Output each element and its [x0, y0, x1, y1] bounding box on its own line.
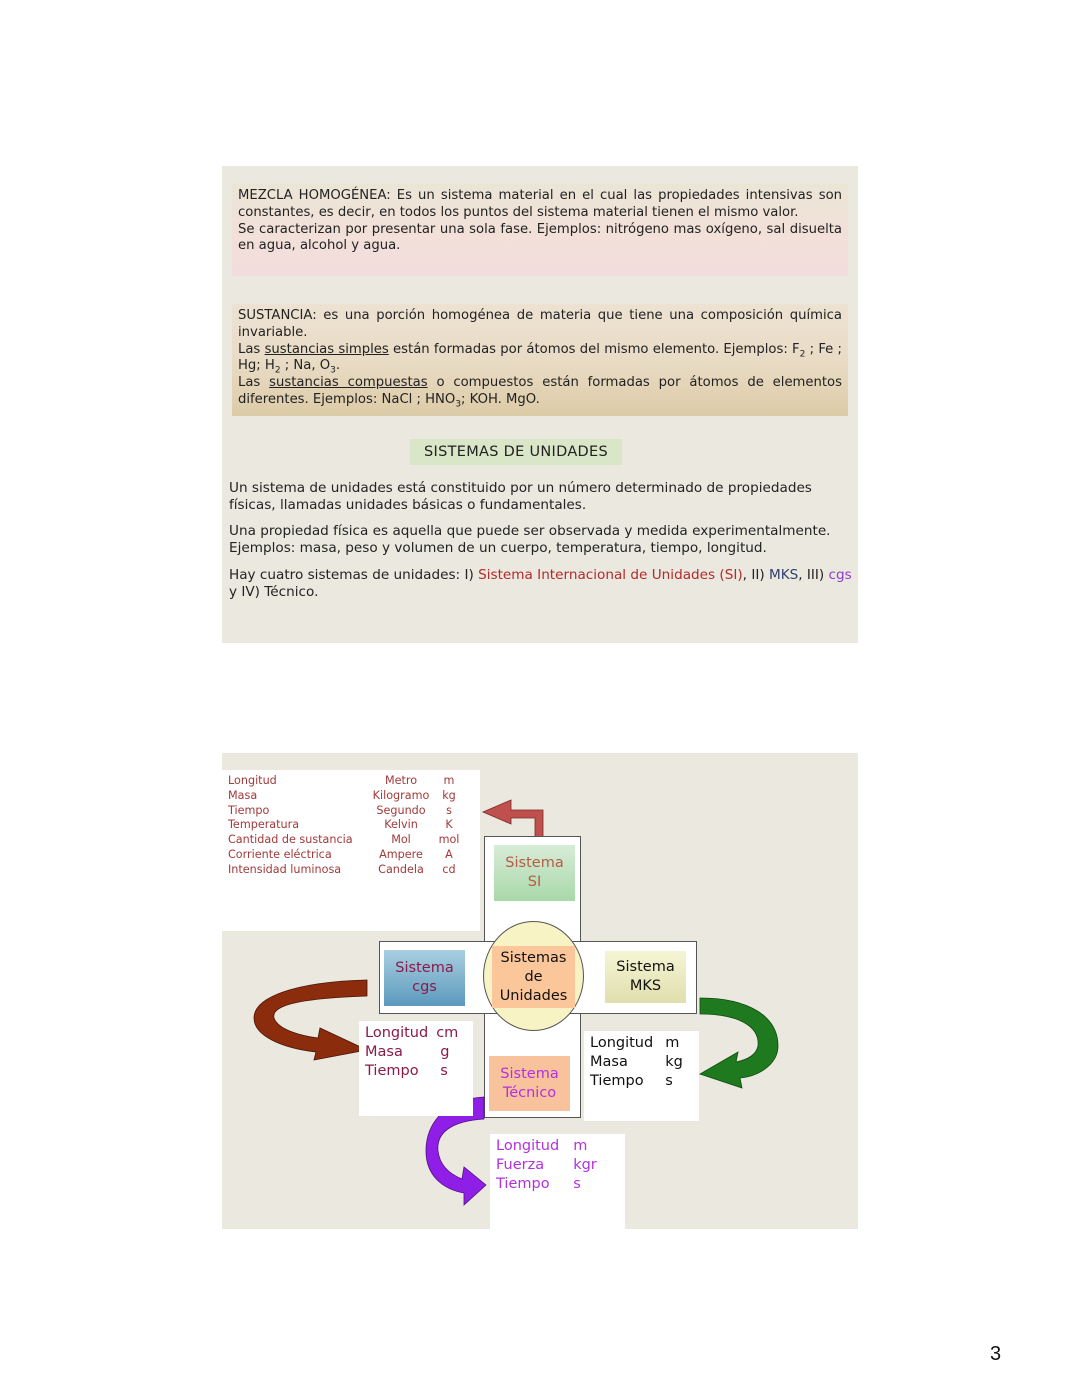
- text: Las: [238, 341, 265, 357]
- symbol: A: [445, 847, 453, 861]
- symbol: kgr: [573, 1157, 597, 1173]
- magnitude: Masa: [590, 1054, 628, 1070]
- symbol: kg: [442, 788, 456, 802]
- table-row: [228, 848, 464, 863]
- paragraph-four-systems: [229, 567, 854, 601]
- text: ; KOH. MgO.: [461, 391, 540, 407]
- table-row: [590, 1053, 691, 1072]
- label: Sistema: [395, 960, 454, 976]
- label: Técnico: [502, 1084, 557, 1101]
- magnitude: Tiempo: [590, 1073, 644, 1089]
- paragraph-unit-system: Un sistema de unidades está constituido por un número determinado de propiedades físicas, llamadas unidades básicas o fundamentales.: [229, 480, 812, 513]
- sistemas-de-unidades-center: [492, 946, 575, 1008]
- symbol: g: [440, 1044, 450, 1060]
- mks-units-box: [584, 1031, 699, 1121]
- label: Sistemas: [500, 949, 567, 966]
- sistema-mks-box: [605, 951, 686, 1003]
- symbol: K: [445, 818, 453, 832]
- text: Las: [238, 375, 270, 391]
- table-row: [496, 1175, 605, 1194]
- symbol: s: [440, 1063, 448, 1079]
- sistema-si-box: [494, 845, 575, 901]
- page-number: 3: [990, 1343, 1002, 1365]
- subscript: 3: [455, 399, 462, 410]
- symbol: s: [665, 1073, 673, 1089]
- magnitude: Longitud: [365, 1025, 429, 1041]
- sustancia-definition: SUSTANCIA: es una porción homogénea de materia que tiene una composición química invariable.: [238, 308, 842, 340]
- cgs-units-box: [359, 1021, 473, 1116]
- text: Hay cuatro sistemas de unidades: I): [229, 567, 479, 583]
- symbol: s: [446, 803, 452, 817]
- label: cgs: [412, 979, 437, 995]
- sistema-cgs-box: [384, 950, 465, 1006]
- magnitude: Cantidad de sustancia: [228, 833, 353, 847]
- subscript: 2: [274, 366, 281, 377]
- mezcla-examples: Se caracterizan por presentar una sola fase. Ejemplos: nitrógeno mas oxígeno, sal disuelta en agua, alcohol y agua.: [238, 221, 842, 254]
- magnitude: Tiempo: [496, 1176, 550, 1192]
- sustancias-simples-term: sustancias simples: [264, 341, 389, 357]
- magnitude: Tiempo: [228, 803, 270, 817]
- text: ; Fe ; Hg; H: [238, 341, 842, 374]
- table-row: [590, 1034, 691, 1053]
- mks-arrow-icon: [698, 996, 780, 1091]
- table-row: [496, 1137, 605, 1156]
- table-row: [228, 789, 464, 804]
- table-row: [590, 1072, 691, 1091]
- unit: Mol: [391, 833, 411, 847]
- magnitude: Longitud: [590, 1035, 654, 1051]
- magnitude: Corriente eléctrica: [228, 847, 332, 861]
- magnitude: Longitud: [228, 774, 277, 787]
- tecnico-units-box: [490, 1134, 625, 1229]
- table-row: [496, 1156, 605, 1175]
- magnitude: Temperatura: [228, 818, 300, 832]
- mks-text: MKS: [768, 567, 799, 583]
- magnitude: Masa: [228, 788, 258, 802]
- sustancias-compuestas-term: sustancias compuestas: [269, 375, 428, 391]
- magnitude: Intensidad luminosa: [228, 862, 342, 876]
- label: de: [524, 968, 543, 985]
- mezcla-definition: MEZCLA HOMOGÉNEA: Es un sistema material en el cual las propiedades intensivas son constantes, es decir, en todos los puntos del sistema material tienen el mismo valor.: [238, 188, 842, 220]
- si-arrow-icon: [478, 798, 573, 838]
- slide-unit-systems-diagram: [222, 753, 858, 1229]
- subscript: 2: [799, 349, 806, 360]
- text: , III): [798, 567, 829, 583]
- subscript: 3: [330, 366, 336, 377]
- table-row: [228, 818, 464, 833]
- si-units-table: [222, 770, 480, 931]
- si-link-text: Sistema Internacional de Unidades (SI): [478, 567, 743, 583]
- unit: Ampere: [379, 847, 423, 861]
- table-row: [228, 774, 464, 789]
- label: MKS: [629, 978, 662, 994]
- label: Sistema: [616, 959, 675, 975]
- text: ; Na, O: [280, 358, 331, 374]
- sustancia-box: [232, 304, 848, 416]
- label: Sistema: [500, 1065, 559, 1082]
- text: .: [335, 358, 341, 374]
- magnitude: Longitud: [496, 1138, 560, 1154]
- label: Sistema: [505, 855, 564, 871]
- unit: Kilogramo: [372, 788, 430, 802]
- cgs-text: cgs: [828, 567, 852, 583]
- symbol: cd: [442, 862, 456, 876]
- section-title: SISTEMAS DE UNIDADES: [410, 439, 622, 465]
- symbol: cm: [436, 1025, 459, 1041]
- cgs-arrow-icon: [252, 978, 372, 1063]
- magnitude: Fuerza: [496, 1157, 545, 1173]
- table-row: [228, 833, 464, 848]
- paragraph-physical-property: Una propiedad física es aquella que puede ser observada y medida experimentalmente. Ejemplos: masa, peso y volumen de un cuerpo, temperatura, tiempo, longitud.: [229, 523, 831, 556]
- table-row: [365, 1062, 466, 1081]
- unit: Kelvin: [384, 818, 418, 832]
- table-row: [228, 804, 464, 819]
- symbol: m: [665, 1035, 680, 1051]
- text: están formadas por átomos del mismo elemento. Ejemplos: F: [388, 341, 800, 357]
- symbol: kg: [665, 1054, 683, 1070]
- table-row: [365, 1043, 466, 1062]
- symbol: mol: [438, 833, 460, 847]
- mezcla-homogenea-box: [232, 184, 848, 276]
- slide-definitions: [222, 166, 858, 643]
- symbol: s: [573, 1176, 581, 1192]
- magnitude: Tiempo: [365, 1063, 419, 1079]
- table-row: [365, 1024, 466, 1043]
- symbol: m: [573, 1138, 588, 1154]
- sistema-tecnico-box: [489, 1056, 570, 1111]
- label: SI: [527, 874, 542, 890]
- text: o compuestos están formadas por átomos de elementos diferentes. Ejemplos: NaCl ; HNO: [238, 375, 842, 407]
- label: Unidades: [499, 987, 568, 1004]
- unit: Candela: [378, 862, 424, 876]
- symbol: m: [443, 774, 455, 787]
- text: y IV) Técnico.: [229, 584, 319, 600]
- text: , II): [742, 567, 769, 583]
- unit: Segundo: [376, 803, 426, 817]
- unit: Metro: [384, 774, 418, 787]
- table-row: [228, 863, 464, 878]
- magnitude: Masa: [365, 1044, 403, 1060]
